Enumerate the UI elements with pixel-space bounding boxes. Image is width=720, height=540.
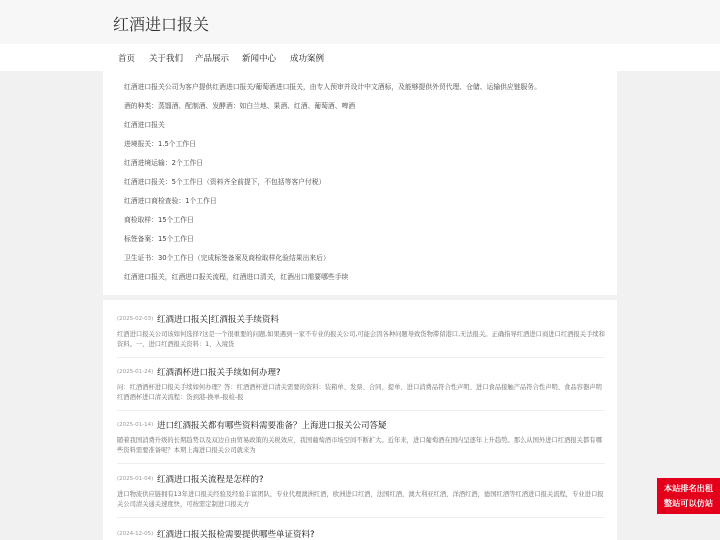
nav-about[interactable]: 关于我们 [149,54,184,64]
article-date: (2025-01-14) [117,422,154,428]
site-header [0,0,720,45]
article-title-link[interactable]: 红酒进口报关报检需要提供哪些单证资料? [157,530,315,540]
intro-panel [103,71,617,295]
rank-rental-badge[interactable] [657,478,720,514]
article-summary: 问：红酒酒杯进口报关手续如何办理？答：红酒酒杯进口清关需要的资料：装箱单、发票、合同、提单、进口消费品符合性声明、进口食品接触产品符合性声明、食品容器声明红酒酒杯进口清关流程：货到港-换单-报检-报 [117,384,602,401]
divider [117,410,605,411]
article-summary: 进口物流供应链拥有13年进口报关经验及经验丰富团队，专业代理澳洲红酒，欧洲进口红酒，法国红酒，澳大利亚红酒，洋酒红酒，德国红酒等红酒进口报关流程，专业进口报关公司清关通关速度快，可按需定制进口报关方 [117,491,604,508]
nav-products[interactable]: 产品展示 [195,54,230,64]
divider [117,517,605,518]
article-list [103,300,617,540]
badge-line-2: 整站可以仿站 [663,498,714,508]
article-title-link[interactable]: 红酒进口报关流程是怎样的? [157,475,264,485]
intro-line: 酒的种类：蒸馏酒、配制酒、发酵酒：如白兰地、果酒、红酒、葡萄酒、啤酒 [124,102,356,110]
article-summary: 随着我国消费升级的长期趋势以及双边自由贸易政策的关税效应，我国葡萄酒市场空间不断扩大。近年来，进口葡萄酒在国内呈逐年上升趋势。那么从国外进口红酒报关都有哪些资料需要准备呢？本期上海进口报关公司就来为 [117,437,602,454]
intro-line: 商检取样：15个工作日 [124,216,194,224]
main-nav [0,44,720,71]
intro-line: 红酒进口报关 [124,121,165,129]
divider [117,357,605,358]
article-date: (2025-01-04) [117,476,154,482]
article-date: (2025-02-03) [117,316,154,322]
article-date: (2024-12-05) [117,531,154,537]
article-title-link[interactable]: 红酒酒杯进口报关手续如何办理? [157,368,281,378]
intro-line: 进境报关：1.5个工作日 [124,140,196,148]
intro-line: 红酒进口报关，红酒进口报关流程，红酒进口清关，红酒出口需要哪些手续 [124,273,349,281]
badge-line-1: 本站排名出租 [663,483,714,493]
intro-line: 红酒进口报关：5个工作日（资料齐全前提下，不包括等客户付税） [124,178,326,186]
nav-home[interactable]: 首页 [118,54,136,64]
intro-line: 红酒进口商检查验：1个工作日 [124,197,217,205]
article-title-link[interactable]: 进口红酒报关都有哪些资料需要准备？上海进口报关公司答疑 [157,421,387,431]
nav-cases[interactable]: 成功案例 [290,54,325,64]
intro-line: 红酒进口报关公司为客户提供红酒进口报关/葡萄酒进口报关，由专人预审并设计中文酒标，及能够提供外贸代理、仓储、运输供应链服务。 [124,83,541,91]
article-title-link[interactable]: 红酒进口报关|红酒报关手续资料 [157,315,279,325]
intro-line: 卫生证书：30个工作日（完成标签备案及商检取样化验结果出来后） [124,254,330,262]
article-date: (2025-01-24) [117,369,154,375]
divider [117,463,605,464]
intro-line: 红酒进境运输：2个工作日 [124,159,204,167]
nav-news[interactable]: 新闻中心 [242,54,277,64]
article-summary: 红酒进口报关公司该如何选择?这是一个很重要的问题,如果遇到一家不专业的报关公司,可能会因各种问题导致货物滞留港口,无法报关。正确指导红酒进口商进口红酒报关手续和资料。一、进口红酒报关资料：1、入境货 [117,331,605,348]
site-title[interactable]: 红酒进口报关 [113,15,210,34]
intro-line: 标签备案：15个工作日 [124,235,194,243]
